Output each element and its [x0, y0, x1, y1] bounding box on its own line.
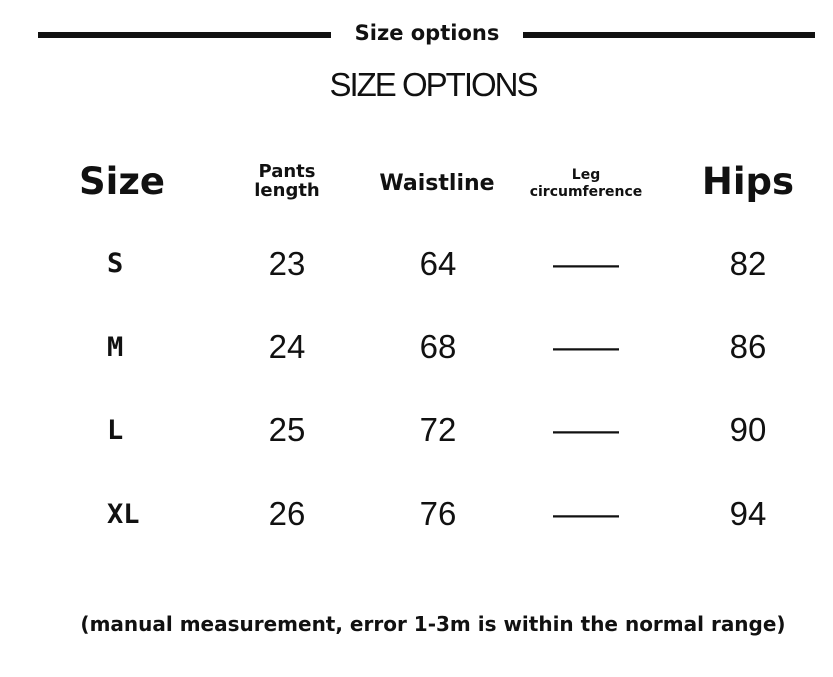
header-label: Size options — [354, 21, 500, 45]
hips-cell: 90 — [729, 411, 767, 448]
column-header-hips: Hips — [701, 160, 795, 203]
column-header-waistline: Waistline — [379, 171, 495, 196]
header-rule-left — [38, 32, 331, 38]
leg-circumference-cell: —— — [553, 245, 619, 282]
pants-length-cell: 23 — [268, 245, 306, 282]
size-cell: S — [107, 248, 124, 279]
page-title: SIZE OPTIONS — [329, 66, 537, 103]
measurement-note: (manual measurement, error 1-3m is within the normal range) — [80, 612, 786, 636]
column-header-pants-length — [242, 163, 332, 201]
size-cell: XL — [107, 499, 140, 530]
waistline-cell: 64 — [419, 245, 457, 282]
header-rule-right — [523, 32, 815, 38]
pants-length-cell: 26 — [268, 495, 306, 532]
waistline-cell: 68 — [419, 328, 457, 365]
pants-length-header-text: Pants length — [254, 161, 320, 201]
hips-cell: 86 — [729, 328, 767, 365]
pants-length-cell: 24 — [268, 328, 306, 365]
hips-cell: 82 — [729, 245, 767, 282]
leg-circumference-cell: —— — [553, 495, 619, 532]
size-cell: M — [107, 332, 124, 363]
leg-circumference-cell: —— — [553, 411, 619, 448]
column-header-leg-circumference: Leg circumference — [529, 167, 643, 200]
waistline-cell: 72 — [419, 411, 457, 448]
leg-circumference-cell: —— — [553, 328, 619, 365]
size-cell: L — [107, 415, 124, 446]
waistline-cell: 76 — [419, 495, 457, 532]
pants-length-cell: 25 — [268, 411, 306, 448]
column-header-size: Size — [79, 160, 165, 203]
hips-cell: 94 — [729, 495, 767, 532]
